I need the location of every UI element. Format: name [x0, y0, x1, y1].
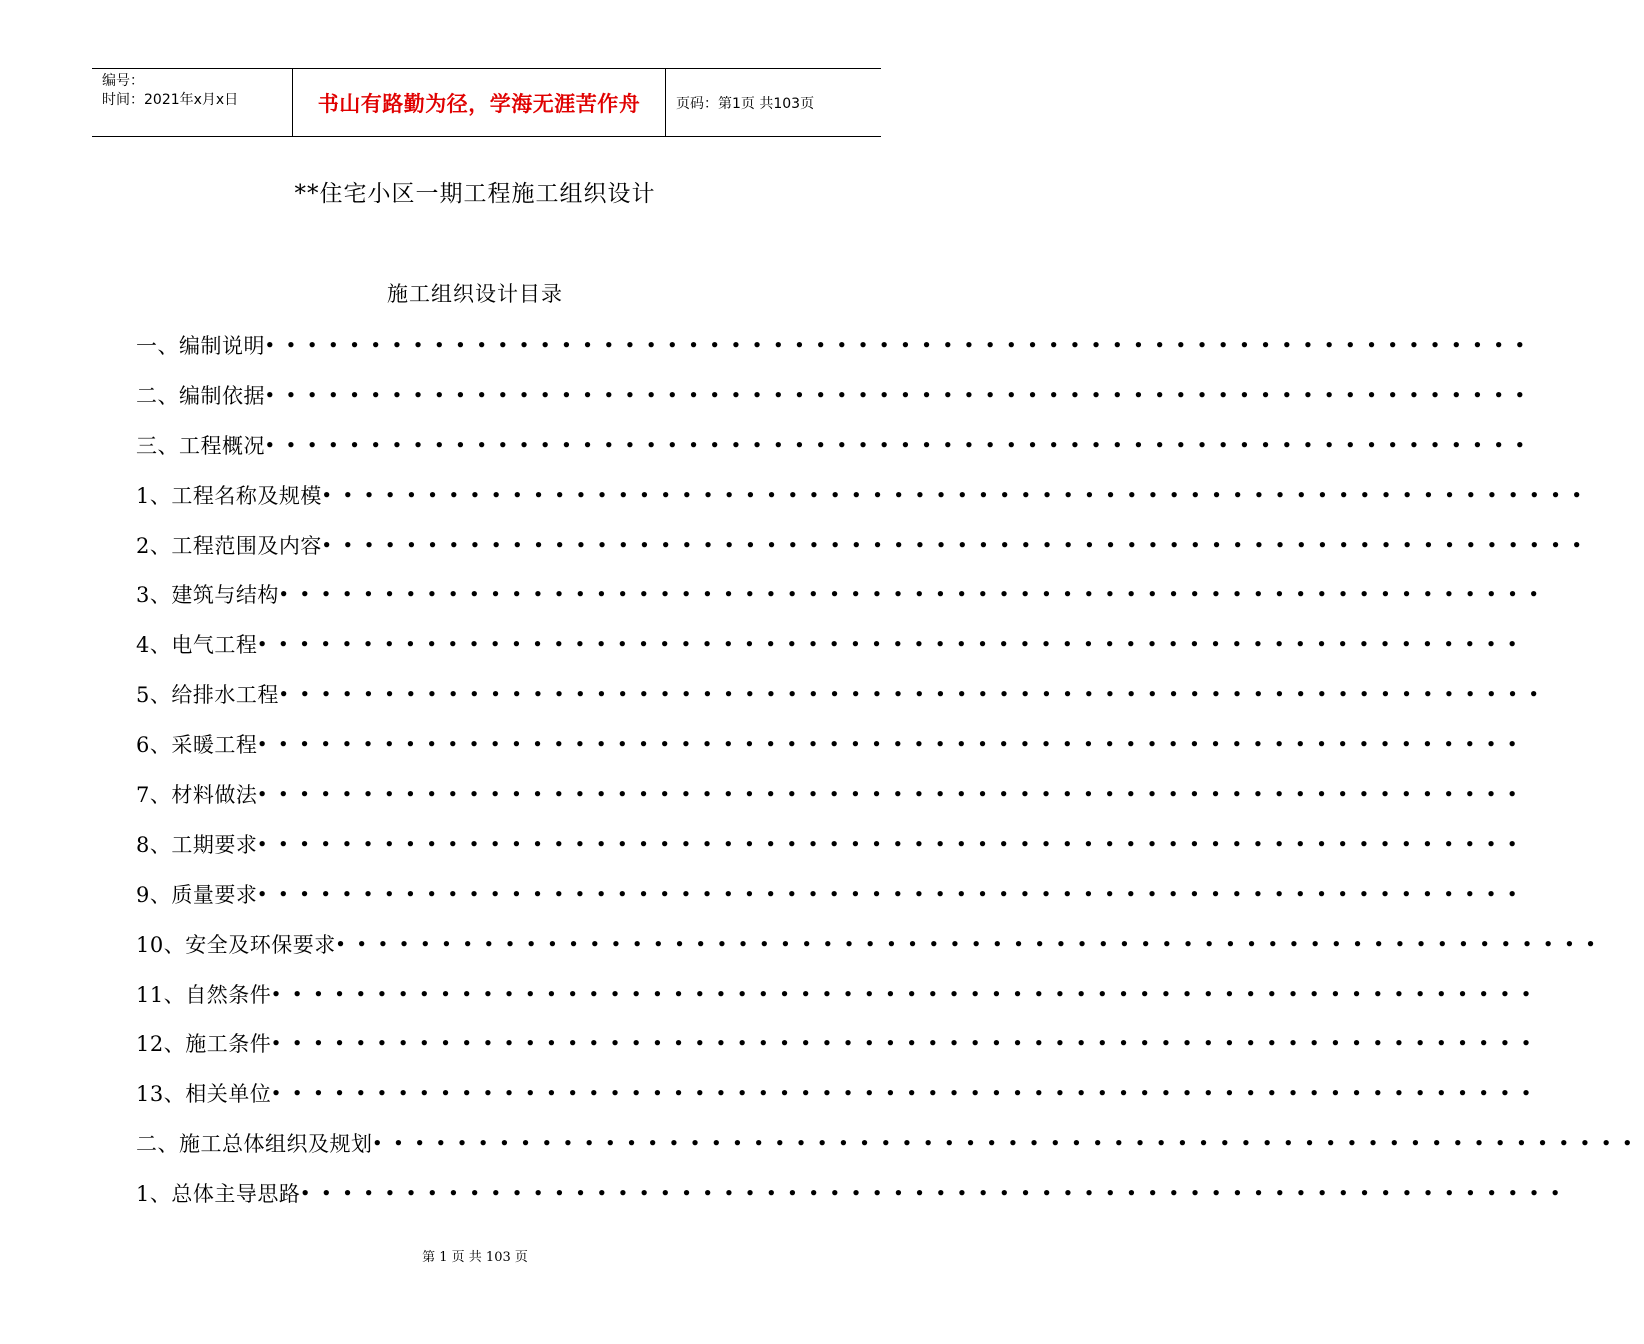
header-meta	[92, 69, 293, 136]
toc-item-label: 二、编制依据	[136, 383, 265, 408]
toc-item-label: 9、质量要求	[136, 882, 258, 907]
toc-leader-dots: ••••••••••••••••••••••••••••••••••••••••••••••••••••••••••••	[265, 435, 1537, 454]
toc-leader-dots: ••••••••••••••••••••••••••••••••••••••••••••••••••••••••••••	[257, 834, 1529, 853]
toc-leader-dots: ••••••••••••••••••••••••••••••••••••••••••••••••••••••••••••	[271, 984, 1543, 1003]
toc-leader-dots: ••••••••••••••••••••••••••••••••••••••••••••••••••••••••••••	[278, 585, 1551, 604]
time-label: 时间：2021年x月x日	[102, 92, 239, 108]
toc-item[interactable]	[136, 420, 1537, 470]
document-title: **住宅小区一期工程施工组织设计	[294, 181, 656, 207]
toc-item-label: 1、工程名称及规模	[136, 483, 322, 508]
toc-item-label: 二、施工总体组织及规划	[136, 1132, 373, 1157]
toc-item[interactable]	[136, 520, 1594, 570]
toc-leader-dots: ••••••••••••••••••••••••••••••••••••••••••••••••••••••••••••	[335, 934, 1607, 953]
toc-leader-dots: ••••••••••••••••••••••••••••••••••••••••••••••••••••••••••••	[300, 1184, 1572, 1203]
toc-item[interactable]	[136, 719, 1529, 769]
toc-leader-dots: ••••••••••••••••••••••••••••••••••••••••••••••••••••••••••••	[257, 784, 1529, 803]
toc-item[interactable]	[136, 320, 1537, 370]
page-header	[92, 68, 881, 137]
toc-item[interactable]	[136, 370, 1537, 420]
toc-item-label: 8、工期要求	[136, 832, 258, 857]
toc-item[interactable]	[136, 819, 1529, 869]
toc-item-label: 12、施工条件	[136, 1032, 272, 1057]
toc-item[interactable]	[136, 470, 1594, 520]
toc-item[interactable]	[136, 619, 1529, 669]
toc-item[interactable]	[136, 769, 1529, 819]
header-motto-cell	[293, 69, 666, 136]
toc-item-label: 一、编制说明	[136, 333, 265, 358]
toc-leader-dots: ••••••••••••••••••••••••••••••••••••••••••••••••••••••••••••	[278, 685, 1551, 704]
toc-leader-dots: ••••••••••••••••••••••••••••••••••••••••••••••••••••••••••••	[321, 535, 1594, 554]
toc-item-label: 10、安全及环保要求	[136, 932, 336, 957]
toc-item-label: 4、电气工程	[136, 633, 258, 658]
toc-item[interactable]	[136, 1168, 1572, 1218]
toc-item-label: 2、工程范围及内容	[136, 533, 322, 558]
page-footer: 第 1 页 共 103 页	[422, 1250, 528, 1265]
toc-item-label: 7、材料做法	[136, 782, 258, 807]
header-page-info: 页码：第1页 共103页	[676, 95, 815, 112]
toc-leader-dots: ••••••••••••••••••••••••••••••••••••••••••••••••••••••••••••	[372, 1134, 1644, 1153]
toc-item[interactable]	[136, 869, 1529, 919]
toc-item-label: 三、工程概况	[136, 433, 265, 458]
toc-item-label: 1、总体主导思路	[136, 1182, 301, 1207]
motto-text: 书山有路勤为径，学海无涯苦作舟	[317, 91, 641, 116]
toc-item-label: 13、相关单位	[136, 1082, 272, 1107]
toc-leader-dots: ••••••••••••••••••••••••••••••••••••••••••••••••••••••••••••	[265, 385, 1537, 404]
table-of-contents	[136, 320, 1644, 1218]
toc-item[interactable]	[136, 919, 1607, 969]
toc-title: 施工组织设计目录	[387, 282, 563, 306]
toc-leader-dots: ••••••••••••••••••••••••••••••••••••••••••••••••••••••••••••	[257, 635, 1529, 654]
toc-item-label: 3、建筑与结构	[136, 583, 279, 608]
toc-item[interactable]	[136, 1018, 1543, 1068]
toc-item[interactable]	[136, 669, 1551, 719]
toc-item-label: 6、采暖工程	[136, 733, 258, 758]
toc-item-label: 11、自然条件	[136, 982, 272, 1007]
toc-item[interactable]	[136, 969, 1543, 1019]
toc-leader-dots: ••••••••••••••••••••••••••••••••••••••••••••••••••••••••••••	[271, 1034, 1543, 1053]
toc-item[interactable]	[136, 1118, 1644, 1168]
toc-item-label: 5、给排水工程	[136, 683, 279, 708]
toc-leader-dots: ••••••••••••••••••••••••••••••••••••••••••••••••••••••••••••	[257, 735, 1529, 754]
toc-leader-dots: ••••••••••••••••••••••••••••••••••••••••••••••••••••••••••••	[265, 335, 1537, 354]
toc-leader-dots: ••••••••••••••••••••••••••••••••••••••••••••••••••••••••••••	[321, 485, 1594, 504]
number-label: 编号：	[102, 73, 144, 89]
toc-leader-dots: ••••••••••••••••••••••••••••••••••••••••••••••••••••••••••••	[257, 884, 1529, 903]
toc-item[interactable]	[136, 1068, 1543, 1118]
toc-item[interactable]	[136, 569, 1551, 619]
toc-leader-dots: ••••••••••••••••••••••••••••••••••••••••••••••••••••••••••••	[271, 1084, 1543, 1103]
